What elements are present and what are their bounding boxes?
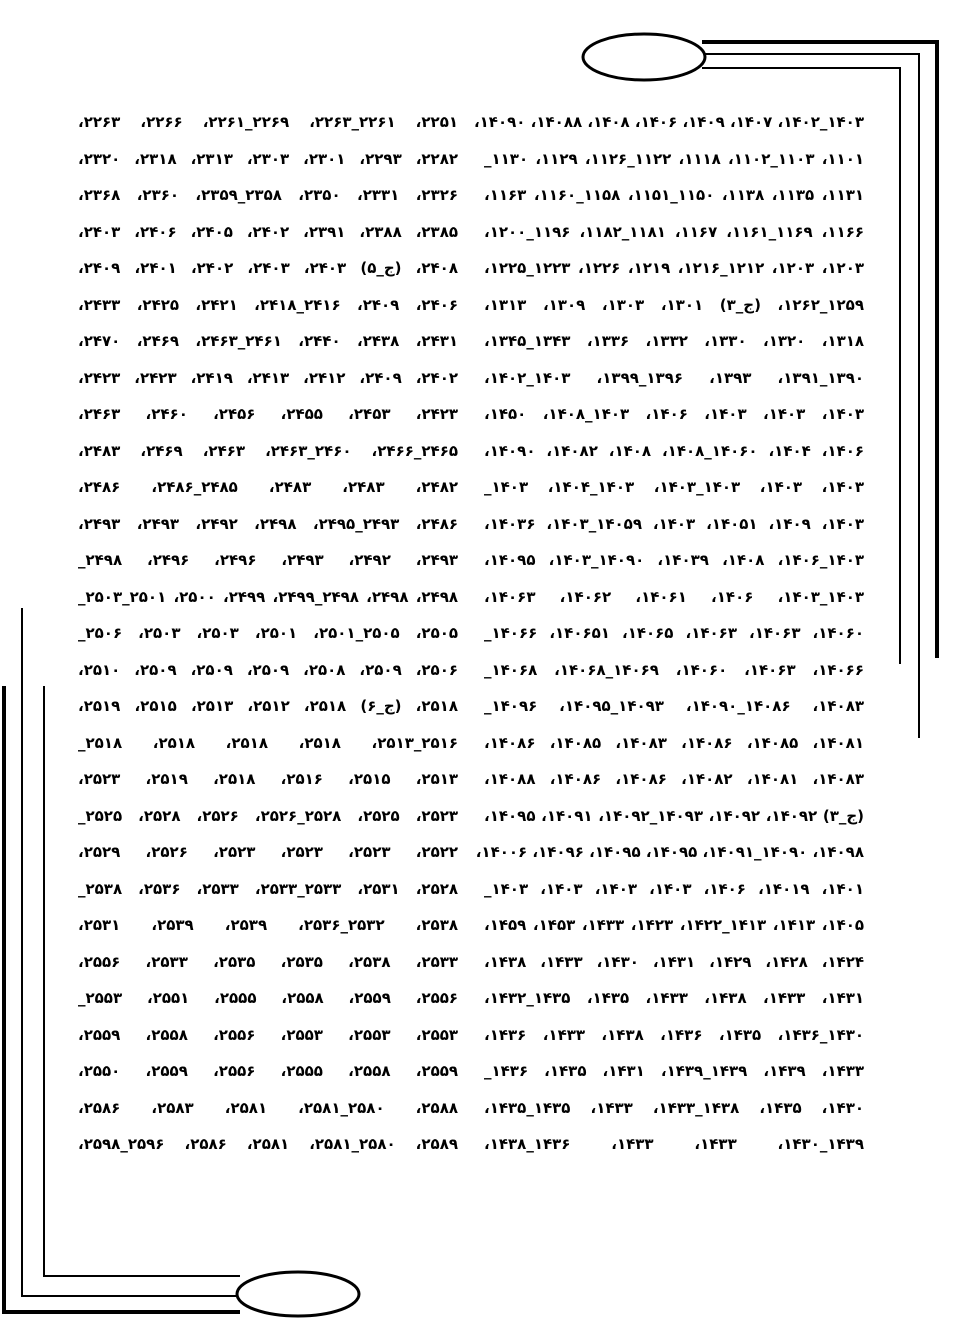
index-line: ۱۱۳۱، ۱۱۳۵، ۱۱۳۸، ۱۱۵۰_۱۱۵۱، ۱۱۵۸_۱۱۶۰، ۱۱۶۳، [484,186,865,204]
index-line: ۲۴۰۲، ۲۴۰۹، ۲۴۱۲، ۲۴۱۳، ۲۴۱۹، ۲۴۲۳، ۲۴۲۳، [78,368,459,387]
index-line: ۱۱۰۱، ۱۱۰۳_۱۱۰۲، ۱۱۱۸، ۱۱۲۲_۱۱۲۶، ۱۱۲۹، ۱۱۳۰_ [484,149,865,168]
frame-bottom-left-oval [237,1272,359,1316]
index-line: ۱۴۰۶۰، ۱۴۰۶۳، ۱۴۰۶۳، ۱۴۰۶۵، ۱۴۰۶۵۱، ۱۴۰۶۶_ [484,624,865,642]
index-line: ۲۴۸۲، ۲۴۸۳، ۲۴۸۳، ۲۴۸۵_۲۴۸۶، ۲۴۸۶، [78,478,459,496]
right-column [473,104,865,1163]
index-line: ۲۵۳۸، ۲۵۳۲_۲۵۳۶، ۲۵۳۹، ۲۵۳۹، ۲۵۳۱، [78,916,459,934]
index-line: ۱۴۰۳_۱۴۰۳، ۱۴۰۶، ۱۴۰۶۱، ۱۴۰۶۲، ۱۴۰۶۳، [484,587,865,606]
index-line: ۲۵۳۳، ۲۵۳۸، ۲۵۳۵، ۲۵۳۵، ۲۵۳۳، ۲۵۵۶، [78,952,459,971]
index-line: ۲۴۹۳، ۲۴۹۲، ۲۴۹۳، ۲۴۹۶، ۲۴۹۶، ۲۴۹۸_ [78,551,459,569]
index-line: ۱۲۵۹_۱۲۶۲، (ج_۳) ۱۳۰۱، ۱۳۰۳، ۱۳۰۹، ۱۳۱۳، [484,295,864,314]
index-line: ۲۴۶۵_۲۴۶۶، ۲۴۶۰_۲۴۶۳، ۲۴۶۳، ۲۴۶۹، ۲۴۸۳، [78,441,459,460]
index-line: ۲۴۸۶، ۲۴۹۳_۲۴۹۵، ۲۴۹۸، ۲۴۹۲، ۲۴۹۳، ۲۴۹۳، [78,514,459,533]
index-line: ۱۴۰۶، ۱۴۰۴، ۱۴۰۶۰_۱۴۰۸، ۱۴۰۸، ۱۴۰۸۲، ۱۴۰۹۰، [484,441,865,460]
index-line: ۲۵۲۸، ۲۵۳۱، ۲۵۳۳_۲۵۳۳، ۲۵۳۳، ۲۵۳۶، ۲۵۳۸_ [78,879,459,898]
index-line: ۱۴۳۱، ۱۴۳۳، ۱۴۳۸، ۱۴۳۳، ۱۴۳۵، ۱۴۳۵_۱۴۳۲، [484,989,865,1007]
index-line: ۲۴۰۸، (ج_۵) ۲۴۰۳، ۲۴۰۳، ۲۴۰۲، ۲۴۰۱، ۲۴۰۹، [78,259,458,277]
index-line: ۱۴۰۱، ۱۴۰۱۹، ۱۴۰۶، ۱۴۰۳، ۱۴۰۳، ۱۴۰۳، ۱۴۰۳_ [484,879,864,898]
index-line: ۱۴۰۸۳، ۱۴۰۸۶_۱۴۰۹۰، ۱۴۰۹۳_۱۴۰۹۵، ۱۴۰۹۶_ [484,697,865,715]
index-line: ۱۴۰۵، ۱۴۱۳، ۱۴۱۳_۱۴۲۲، ۱۴۲۳، ۱۴۳۳، ۱۴۵۳، ۱۴۵۹، [484,916,865,934]
index-line: ۱۱۶۶، ۱۱۶۹_۱۱۶۱، ۱۱۶۷، ۱۱۸۱_۱۱۸۲، ۱۱۹۶_۱۲۰۰، [484,222,865,241]
index-line: ۱۲۰۳، ۱۲۰۳، ۱۲۱۲_۱۲۱۶، ۱۲۱۹، ۱۲۲۶، ۱۲۲۳_۱۲۲۵، [484,259,865,277]
index-line: ۱۴۰۳_۱۴۰۶، ۱۴۰۸، ۱۴۰۳۹، ۱۴۰۹۰_۱۴۰۳، ۱۴۰۹۵، [484,551,865,569]
index-line: ۱۴۳۰، ۱۴۳۵، ۱۴۳۸_۱۴۳۳، ۱۴۳۳، ۱۴۳۵_۱۴۳۵، [484,1098,865,1117]
index-line: ۲۲۵۱، ۲۲۶۱_۲۲۶۳، ۲۲۶۹_۲۲۶۱، ۲۲۶۶، ۲۲۶۳، [78,113,459,131]
index-line: ۲۵۲۳، ۲۵۲۵، ۲۵۲۸_۲۵۲۶، ۲۵۲۶، ۲۵۲۸، ۲۵۲۵_ [78,806,459,825]
index-line: (ج_۳) ۱۴۰۹۲، ۱۴۰۹۲، ۱۴۰۹۳_۱۴۰۹۲، ۱۴۰۹۱، ۱۴۰۹۵، [484,806,865,825]
index-line: ۱۳۱۸، ۱۳۲۰، ۱۳۳۰، ۱۳۳۲، ۱۳۳۶، ۱۳۴۳_۱۳۴۵، [484,332,865,350]
index-line: ۲۴۰۶، ۲۴۰۹، ۲۴۱۶_۲۴۱۸، ۲۴۲۱، ۲۴۲۵، ۲۴۳۳، [78,295,459,314]
index-line: ۲۲۸۲، ۲۲۹۳، ۲۳۰۱، ۲۳۰۳، ۲۳۱۳، ۲۳۱۸، ۲۳۲۰، [78,149,459,168]
frame-top-right-oval [583,34,705,80]
index-line: ۱۴۰۸۱، ۱۴۰۸۵، ۱۴۰۸۶، ۱۴۰۸۳، ۱۴۰۸۵، ۱۴۰۸۶، [484,733,864,752]
index-line: ۱۴۰۳، ۱۴۰۳، ۱۴۰۳، ۱۴۰۶، ۱۴۰۳_۱۴۰۸، ۱۴۵۰، [484,405,865,423]
index-line: ۲۵۱۶_۲۵۱۳، ۲۵۱۸، ۲۵۱۸، ۲۵۱۸، ۲۵۱۸_ [78,733,458,752]
index-line: ۲۴۳۱، ۲۴۳۸، ۲۴۴۰، ۲۴۶۱_۲۴۶۳، ۲۴۶۹، ۲۴۷۰، [78,332,459,350]
index-line: ۱۳۹۰_۱۳۹۱، ۱۳۹۳، ۱۳۹۶_۱۳۹۹، ۱۴۰۳_۱۴۰۲، [484,368,865,387]
index-line: ۲۳۲۶، ۲۳۳۱، ۲۳۵۰، ۲۳۵۸_۲۳۵۹، ۲۳۶۰، ۲۳۶۸، [78,186,459,204]
left-column [78,104,458,1163]
index-line: ۲۵۵۶، ۲۵۵۹، ۲۵۵۸، ۲۵۵۵، ۲۵۵۱، ۲۵۵۳_ [78,989,459,1007]
index-line: ۲۵۰۶، ۲۵۰۹، ۲۵۰۸، ۲۵۰۹، ۲۵۰۹، ۲۵۰۹، ۲۵۱۰، [78,660,459,679]
index-line: ۱۴۰۳، ۱۴۰۹، ۱۴۰۵۱، ۱۴۰۳، ۱۴۰۵۹_۱۴۰۳، ۱۴۰۳۶، [484,514,865,533]
index-line: ۱۴۰۳_۱۴۰۲، ۱۴۰۷، ۱۴۰۹، ۱۴۰۶، ۱۴۰۸، ۱۴۰۸۸، ۱۴۰۹۰، [473,113,864,131]
index-line: ۱۴۰۶۶، ۱۴۰۶۳، ۱۴۰۶۰، ۱۴۰۶۹_۱۴۰۶۸، ۱۴۰۶۸_ [484,660,864,679]
index-line: ۲۳۸۵، ۲۳۸۸، ۲۳۹۱، ۲۴۰۲، ۲۴۰۵، ۲۴۰۶، ۲۴۰۳، [78,222,459,241]
index-line: ۲۵۰۵، ۲۵۰۵_۲۵۰۱، ۲۵۰۱، ۲۵۰۳، ۲۵۰۳، ۲۵۰۶_ [78,624,459,642]
index-line: ۱۴۲۴، ۱۴۲۸، ۱۴۲۹، ۱۴۳۱، ۱۴۳۰، ۱۴۳۳، ۱۴۳۸، [484,952,865,971]
index-line: ۱۴۳۹_۱۴۳۰، ۱۴۳۳، ۱۴۳۳، ۱۴۳۶_۱۴۳۸، [484,1135,864,1153]
index-line: ۲۵۱۸، (ج_۶) ۲۵۱۸، ۲۵۱۲، ۲۵۱۳، ۲۵۱۵، ۲۵۱۹، [78,697,458,715]
index-line: ۲۵۱۳، ۲۵۱۵، ۲۵۱۶، ۲۵۱۸، ۲۵۱۹، ۲۵۲۳، [78,770,459,788]
index-line: ۲۵۸۸، ۲۵۸۰_۲۵۸۱، ۲۵۸۱، ۲۵۸۳، ۲۵۸۶، [78,1098,459,1117]
index-line: ۱۴۰۳، ۱۴۰۳، ۱۴۰۳_۱۴۰۳، ۱۴۰۳_۱۴۰۴، ۱۴۰۳_ [484,478,864,496]
index-line: ۲۵۸۹، ۲۵۸۰_۲۵۸۱، ۲۵۸۱، ۲۵۸۶، ۲۵۹۶_۲۵۹۸، [78,1135,459,1153]
index-line: ۲۵۵۳، ۲۵۵۳، ۲۵۵۳، ۲۵۵۶، ۲۵۵۸، ۲۵۵۹، [78,1025,459,1044]
index-line: ۱۴۰۹۸، ۱۴۰۹۰_۱۴۰۹۱، ۱۴۰۹۵، ۱۴۰۹۵، ۱۴۰۹۶، ۱۴۰۰۶، [475,843,864,861]
index-line: ۲۴۹۸، ۲۴۹۸، ۲۴۹۸_۲۴۹۹، ۲۴۹۹، ۲۵۰۰، ۲۵۰۱_۲۵۰۳_ [78,587,459,606]
index-line: ۲۴۲۳، ۲۴۵۳، ۲۴۵۵، ۲۴۵۶، ۲۴۶۰، ۲۴۶۳، [78,405,459,423]
index-line: ۱۴۰۸۳، ۱۴۰۸۱، ۱۴۰۸۲، ۱۴۰۸۶، ۱۴۰۸۶، ۱۴۰۸۸، [484,770,864,788]
index-line: ۱۴۳۰_۱۴۳۶، ۱۴۳۵، ۱۴۳۶، ۱۴۳۸، ۱۴۳۳، ۱۴۳۶، [484,1025,865,1044]
index-line: ۱۴۳۳، ۱۴۳۹، ۱۴۳۹_۱۴۳۹، ۱۴۳۱، ۱۴۳۵، ۱۴۳۶_ [484,1062,865,1080]
index-line: ۲۵۲۲، ۲۵۲۳، ۲۵۲۳، ۲۵۲۳، ۲۵۲۶، ۲۵۲۹، [78,843,459,861]
index-line: ۲۵۵۹، ۲۵۵۸، ۲۵۵۵، ۲۵۵۶، ۲۵۵۹، ۲۵۵۰، [78,1062,459,1080]
